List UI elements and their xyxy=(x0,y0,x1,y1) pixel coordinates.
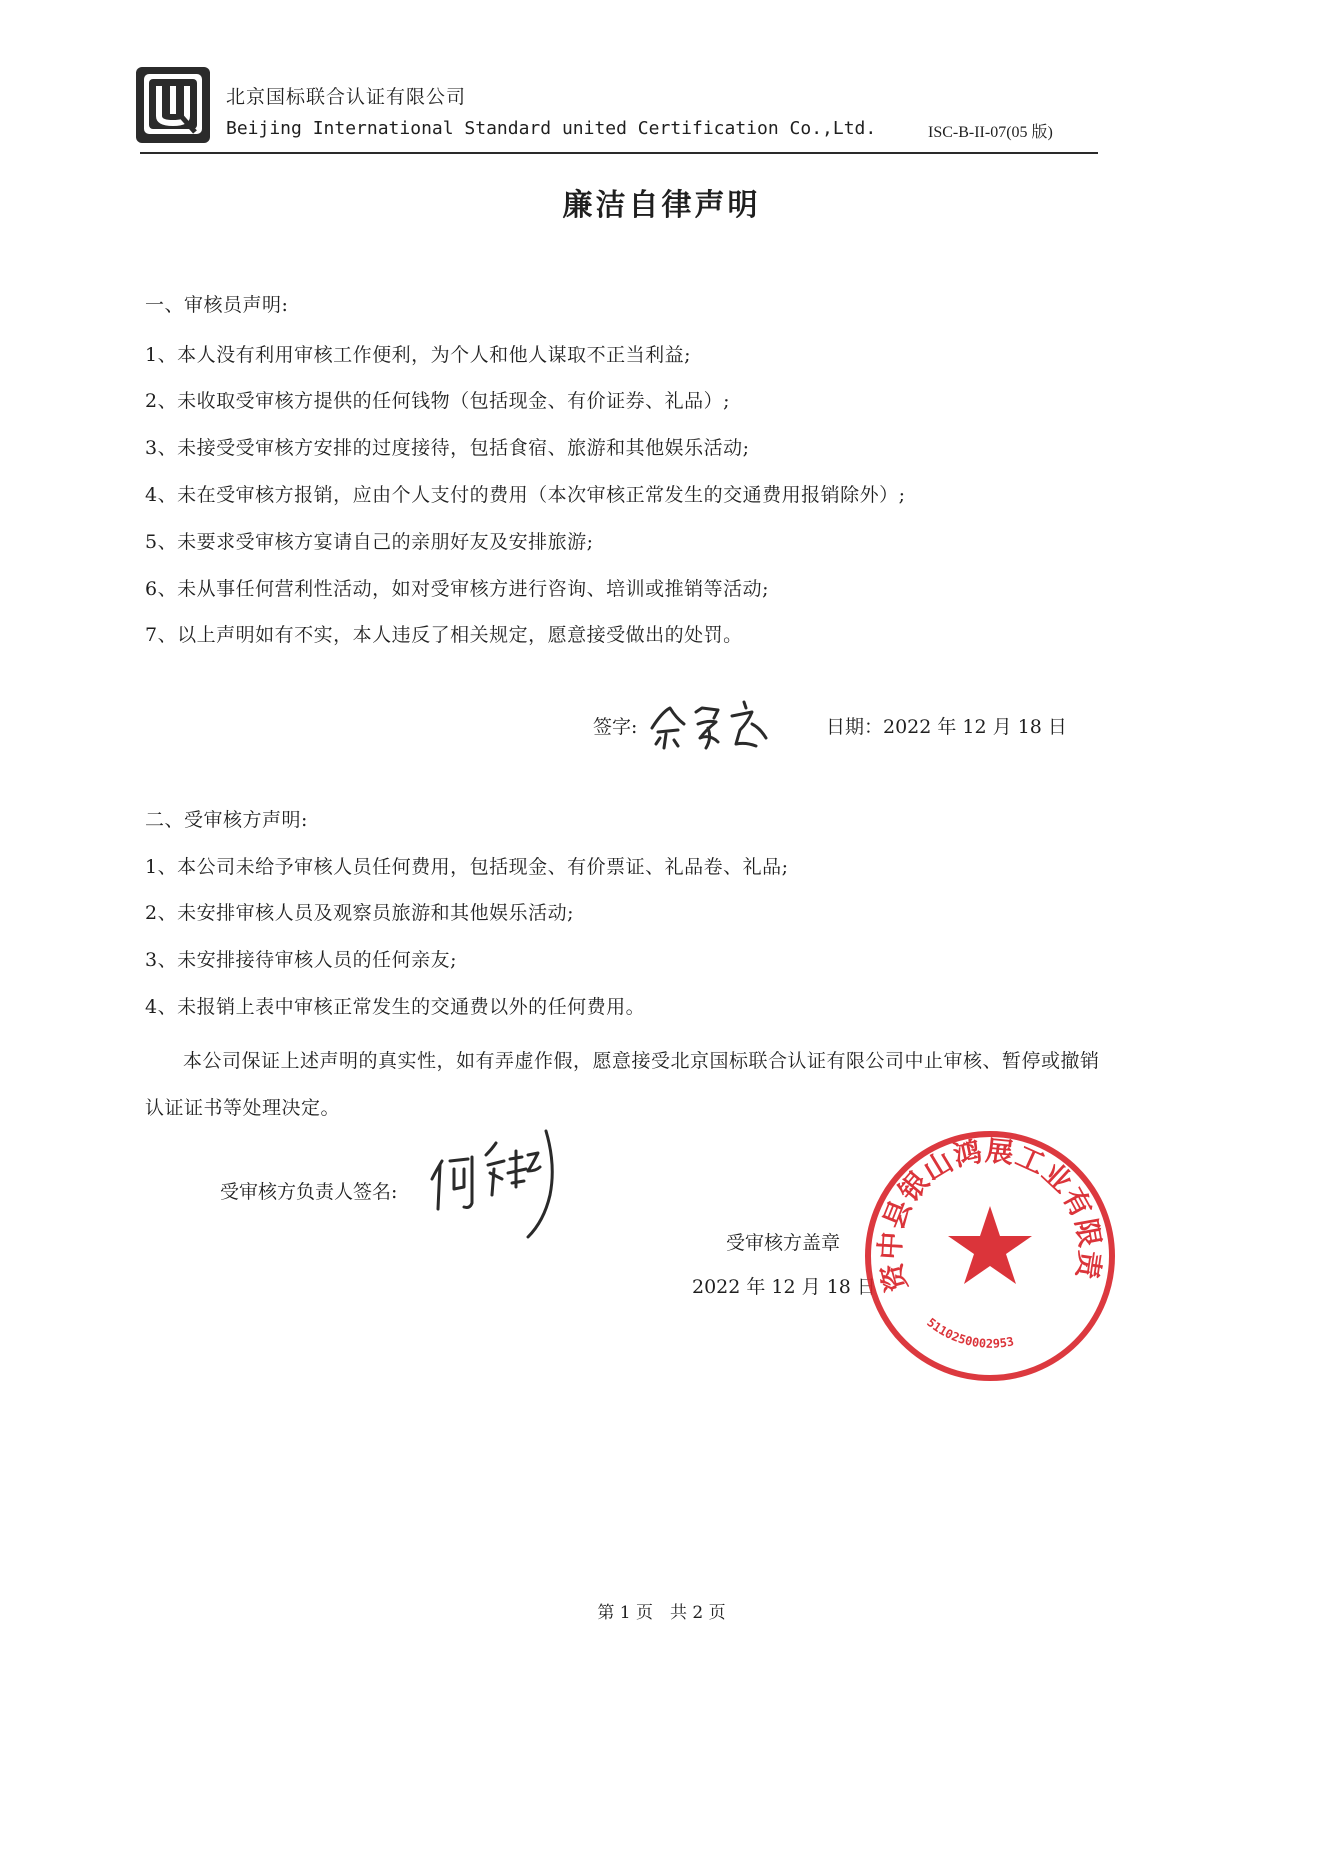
section1-item: 2、未收取受审核方提供的任何钱物（包括现金、有价证券、礼品）; xyxy=(145,390,730,412)
seal-number: 5110250002953 xyxy=(924,1315,1016,1351)
header-divider xyxy=(140,152,1098,154)
section1-heading: 一、审核员声明: xyxy=(145,294,289,316)
auditee-sign-date: 2022 年 12 月 18 日 xyxy=(692,1276,876,1298)
auditor-sign-date: 日期：2022 年 12 月 18 日 xyxy=(826,716,1067,738)
section1-item: 6、未从事任何营利性活动，如对受审核方进行咨询、培训或推销等活动; xyxy=(145,578,769,600)
seal-text: 资中县银山鸿展工业有限责任公司 xyxy=(847,1102,1107,1296)
document-code: ISC-B-II-07(05 版) xyxy=(928,124,1053,141)
company-name-en: Beijing International Standard united Certification Co.,Ltd. xyxy=(226,118,877,139)
company-name-cn: 北京国标联合认证有限公司 xyxy=(226,86,467,108)
section1-item: 1、本人没有利用审核工作便利，为个人和他人谋取不正当利益; xyxy=(145,344,691,366)
section1-item: 4、未在受审核方报销，应由个人支付的费用（本次审核正常发生的交通费用报销除外）; xyxy=(145,484,906,506)
company-logo xyxy=(135,66,211,144)
company-seal-stamp xyxy=(847,1102,1118,1384)
section2-item: 1、本公司未给予审核人员任何费用，包括现金、有价票证、礼品卷、礼品; xyxy=(145,856,789,878)
auditee-signature xyxy=(428,1125,568,1255)
auditor-sign-label: 签字: xyxy=(593,716,638,738)
section2-item: 4、未报销上表中审核正常发生的交通费以外的任何费用。 xyxy=(145,996,646,1018)
auditor-signature xyxy=(648,694,788,754)
svg-text:5110250002953 xyxy=(924,1315,1015,1351)
document-title: 廉洁自律声明 xyxy=(562,188,761,223)
page-footer: 第 1 页 共 2 页 xyxy=(597,1603,726,1623)
section1-item: 7、以上声明如有不实，本人违反了相关规定，愿意接受做出的处罚。 xyxy=(145,624,743,646)
section1-item: 3、未接受受审核方安排的过度接待，包括食宿、旅游和其他娱乐活动; xyxy=(145,437,750,459)
section1-item: 5、未要求受审核方宴请自己的亲朋好友及安排旅游; xyxy=(145,531,594,553)
section2-heading: 二、受审核方声明: xyxy=(145,809,308,831)
auditee-sign-label: 受审核方负责人签名: xyxy=(220,1181,398,1203)
section2-item: 2、未安排审核人员及观察员旅游和其他娱乐活动; xyxy=(145,902,574,924)
auditee-seal-label: 受审核方盖章 xyxy=(726,1232,841,1254)
guarantee-paragraph: 本公司保证上述声明的真实性，如有弄虚作假，愿意接受北京国标联合认证有限公司中止审核、暂停或撤销认证证书等处理决定。 xyxy=(145,1050,1100,1119)
section2-item: 3、未安排接待审核人员的任何亲友; xyxy=(145,949,457,971)
